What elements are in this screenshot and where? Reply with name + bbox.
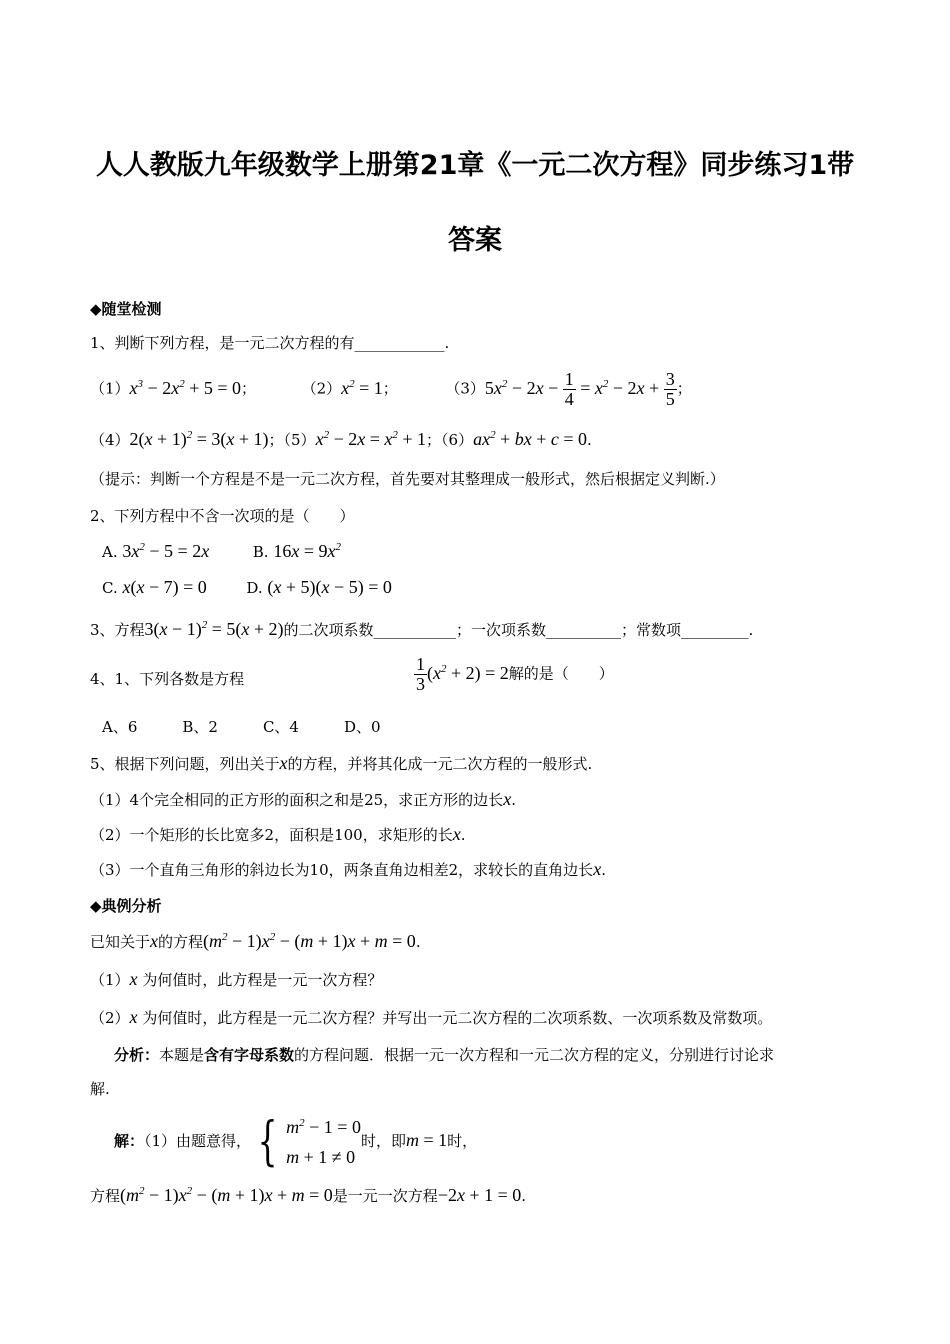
page-title: 人人教版九年级数学上册第21章《一元二次方程》同步练习1带 <box>95 150 855 181</box>
q5-item-1: （1）4个完全相同的正方形的面积之和是25，求正方形的边长x. <box>90 789 516 809</box>
q2-options-cd: C. x(x − 7) = 0 D. (x + 5)(x − 5) = 0 <box>102 577 392 597</box>
q1-hint: （提示：判断一个方程是不是一元二次方程，首先要对其整理成一般形式，然后根据定义判断.） <box>90 470 725 488</box>
q1-options-row1: $(1)x^3 - 2x^2 + 5 = 0$； $(2)x^2 = 1$； $(3)5x^2 - 2x$ − $\frac{1}{4}$ = $x^2 - 2x$ + $\frac{3}{5}$ ； <box>90 369 692 409</box>
q1-options-row2: $(4)2(x + 1)^2 = 3(x + 1)$；$(5)x^2 - 2x = x^2 + 1$；$(6)ax^2$ + bx + c = 0. <box>90 429 592 449</box>
analysis: 分析：本题是含有字母系数的方程问题．根据一元一次方程和一元二次方程的定义，分别进行讨论求 <box>114 1046 775 1064</box>
q4-equation: $\frac{1}{3}$ $(x^2 + 2) = 2$解的是（ ） <box>416 654 614 694</box>
q5-stem: 5、根据下列问题，列出关于x的方程，并将其化成一元二次方程的一般形式. <box>90 753 593 773</box>
page-title-cont: 答案 <box>448 225 502 256</box>
q2-stem: 2、下列方程中不含一次项的是（ ） <box>90 507 355 525</box>
analysis-cont: 解. <box>90 1080 110 1098</box>
q3: 3、方程$3(x - 1)^2 = 5(x + 2)$的二次项系数___________；一次项系数__________；常数项_________. <box>90 619 754 639</box>
q5-item-2: （2）一个矩形的长比宽多2，面积是100，求矩形的长x. <box>90 824 466 844</box>
solution-part1: 解：（1）由题意得， { $m^2 - 1 = 0$ m + 1 ≠ 0 时，即m = 1时， <box>114 1112 478 1172</box>
q5-item-3: （3）一个直角三角形的斜边长为10，两条直角边相差2，求较长的直角边长x. <box>90 859 606 879</box>
example-stem: 已知关于x的方程$(m^2 - 1)x^2 - (m + 1)x + m = 0$. <box>90 931 421 951</box>
q2-options-ab: A. $3x^2 - 5 = 2x$ B. $16x = 9x^2$ <box>102 541 341 561</box>
solution-conclusion: 方程$(m^2 - 1)x^2 - (m + 1)x + m = 0$是一元一次方程−2x + 1 = 0. <box>90 1185 527 1205</box>
section-heading-examples: ◆典例分析 <box>90 897 162 915</box>
q1-stem: 1、判断下列方程，是一元二次方程的有____________. <box>90 334 450 352</box>
example-q2: （2）x 为何值时，此方程是一元二次方程？并写出一元二次方程的二次项系数、一次项系数及常数项。 <box>90 1007 773 1027</box>
section-heading-practice: ◆随堂检测 <box>90 300 162 318</box>
q4-options: A、6 B、2 C、4 D、0 <box>102 718 381 736</box>
example-q1: （1）x 为何值时，此方程是一元一次方程？ <box>90 969 383 989</box>
q4-pre: 4、1、下列各数是方程 <box>90 670 245 688</box>
